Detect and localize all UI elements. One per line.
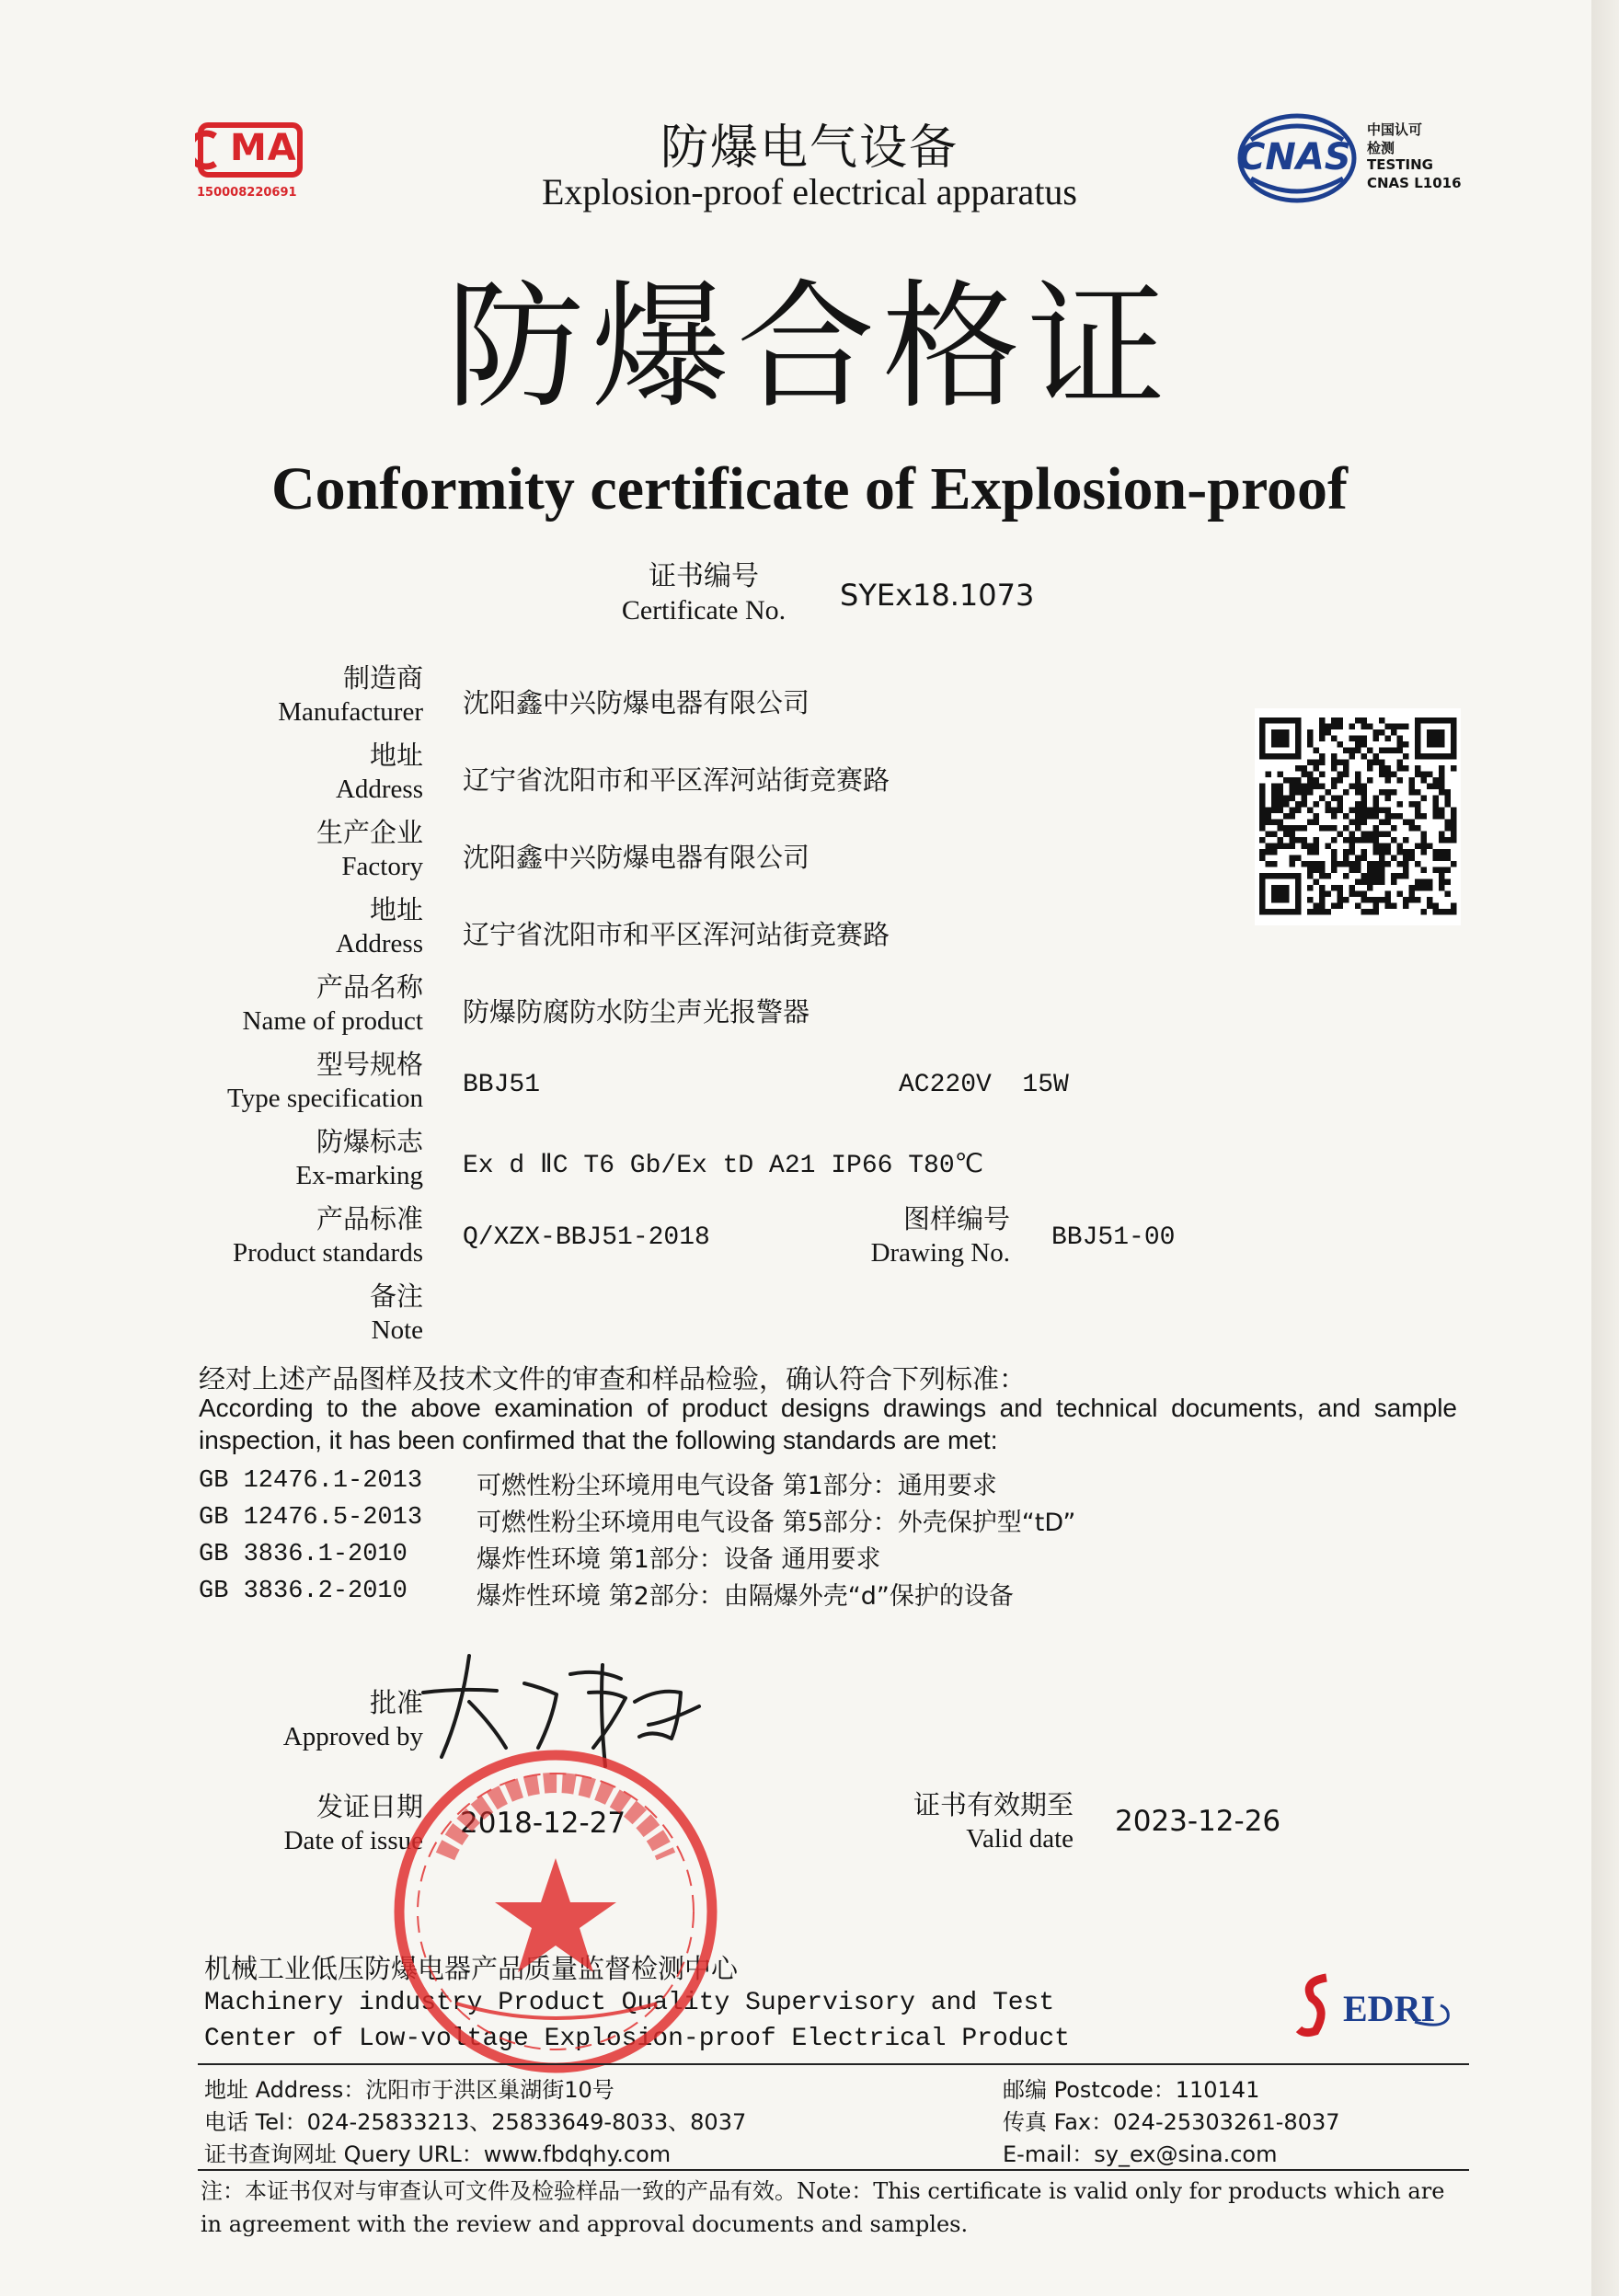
- standard-code-2: GB 12476.5-2013: [199, 1504, 423, 1532]
- cnas-side-4: CNAS L1016: [1367, 175, 1462, 191]
- drawing-no-label: [800, 1202, 1010, 1270]
- standard-desc-3: 爆炸性环境 第1部分：设备 通用要求: [477, 1545, 881, 1574]
- sedri-text: EDRI: [1343, 1988, 1436, 2029]
- certificate-no-label-cn: 证书编号: [649, 560, 759, 592]
- contact-bottom-rule: [198, 2169, 1469, 2171]
- value-factory: 沈阳鑫中兴防爆电器有限公司: [463, 842, 810, 873]
- contact-address: 地址 Address：沈阳市于洪区巢湖街10号: [204, 2077, 614, 2103]
- contact-postcode: 邮编 Postcode：110141: [1003, 2077, 1260, 2103]
- value-address-2: 辽宁省沈阳市和平区浑河站街竞赛路: [463, 919, 890, 950]
- certificate-no-label: [607, 559, 800, 627]
- issuer-cn: 机械工业低压防爆电器产品质量监督检测中心: [204, 1953, 739, 1984]
- standard-code-1: GB 12476.1-2013: [199, 1467, 423, 1495]
- label-valid-date-en: Valid date: [966, 1824, 1074, 1854]
- page-title-en: Conformity certificate of Explosion-proof: [270, 455, 1349, 522]
- value-ex-marking: Ex d ⅡC T6 Gb/Ex tD A21 IP66 T80℃: [463, 1152, 984, 1180]
- standard-desc-1: 可燃性粉尘环境用电气设备 第1部分：通用要求: [477, 1472, 997, 1500]
- footnote: 注：本证书仅对与审查认可文件及检验样品一致的产品有效。Note：This certificate is valid only for products which are in agreement with the review and approval documents and samples.: [201, 2178, 1445, 2237]
- standard-desc-4: 爆炸性环境 第2部分：由隔爆外壳“d”保护的设备: [477, 1582, 1014, 1611]
- label-factory: 生产企业 Factory: [316, 817, 423, 881]
- label-address-1: 地址 Address: [335, 740, 423, 804]
- contact-fax: 传真 Fax：024-25303261-8037: [1003, 2109, 1340, 2135]
- contact-tel: 电话 Tel：024-25833213、25833649-8033、8037: [204, 2109, 747, 2135]
- value-type-spec-power: AC220V 15W: [899, 1071, 1069, 1099]
- cnas-side-2: 检测: [1367, 140, 1395, 156]
- statement-en: According to the above examination of product designs drawings and technical documents, and sample inspection, it has been confirmed that the following standards are met:: [199, 1394, 1457, 1454]
- page-title-cn: 防爆合格证: [445, 268, 1173, 428]
- statement-cn: 经对上述产品图样及技术文件的审查和样品检验，确认符合下列标准：: [199, 1363, 1027, 1395]
- certificate-no-value: SYEx18.1073: [840, 578, 1035, 613]
- drawing-no-value: BBJ51-00: [1051, 1223, 1176, 1252]
- cnas-side-1: 中国认可: [1367, 121, 1423, 138]
- sedri-logo: [1295, 1969, 1461, 2042]
- label-type-spec: 型号规格 Type specification: [227, 1049, 423, 1113]
- value-product-name: 防爆防腐防水防尘声光报警器: [463, 996, 810, 1027]
- cma-number: 150008220691: [197, 186, 297, 200]
- label-address-2: 地址 Address: [335, 894, 423, 959]
- cnas-text: CNAS: [1238, 136, 1351, 178]
- drawing-no-label-en: Drawing No.: [870, 1238, 1010, 1268]
- value-product-standards: Q/XZX-BBJ51-2018: [463, 1223, 710, 1252]
- issuer-en-1: Machinery industry Product Quality Supervisory and Test: [204, 1989, 1055, 2017]
- value-type-spec: BBJ51: [463, 1071, 541, 1099]
- cnas-side-3: TESTING: [1367, 156, 1433, 173]
- official-red-stamp: [390, 1746, 721, 2077]
- contact-top-rule: [198, 2063, 1469, 2065]
- value-address-1: 辽宁省沈阳市和平区浑河站街竞赛路: [463, 764, 890, 796]
- valid-date: 2023-12-26: [1115, 1805, 1281, 1838]
- header-en-top: Explosion-proof electrical apparatus: [542, 171, 1077, 212]
- qr-code: [1255, 708, 1461, 925]
- label-product-name: 产品名称 Name of product: [242, 971, 423, 1036]
- label-valid-date-cn: 证书有效期至: [913, 1789, 1074, 1820]
- label-note: 备注 Note: [369, 1280, 423, 1345]
- value-manufacturer: 沈阳鑫中兴防爆电器有限公司: [463, 687, 810, 718]
- label-manufacturer: 制造商 Manufacturer: [278, 662, 423, 727]
- cma-letters: MA: [230, 127, 297, 169]
- contact-query-url: 证书查询网址 Query URL：www.fbdqhy.com: [204, 2141, 672, 2167]
- header-cn-top: 防爆电气设备: [660, 121, 959, 176]
- issuer-en-2: Center of Low-voltage Explosion-proof Electrical Product: [204, 2025, 1070, 2053]
- label-product-standards: 产品标准 Product standards: [233, 1203, 423, 1268]
- label-date-of-issue: 发证日期 Date of issue: [283, 1791, 423, 1855]
- date-of-issue: 2018-12-27: [460, 1807, 626, 1840]
- standard-code-3: GB 3836.1-2010: [199, 1541, 408, 1568]
- label-ex-marking: 防爆标志 Ex-marking: [295, 1126, 423, 1190]
- drawing-no-label-cn: 图样编号: [902, 1203, 1010, 1234]
- certificate-no-label-en: Certificate No.: [621, 595, 787, 626]
- label-valid-date: [860, 1788, 1074, 1856]
- qr-code-pattern: [1255, 708, 1461, 925]
- contact-email: E-mail：sy_ex@sina.com: [1003, 2141, 1278, 2167]
- standard-code-4: GB 3836.2-2010: [199, 1578, 408, 1605]
- label-approved-by: 批准 Approved by: [282, 1687, 423, 1751]
- standard-desc-2: 可燃性粉尘环境用电气设备 第5部分：外壳保护型“tD”: [477, 1509, 1076, 1537]
